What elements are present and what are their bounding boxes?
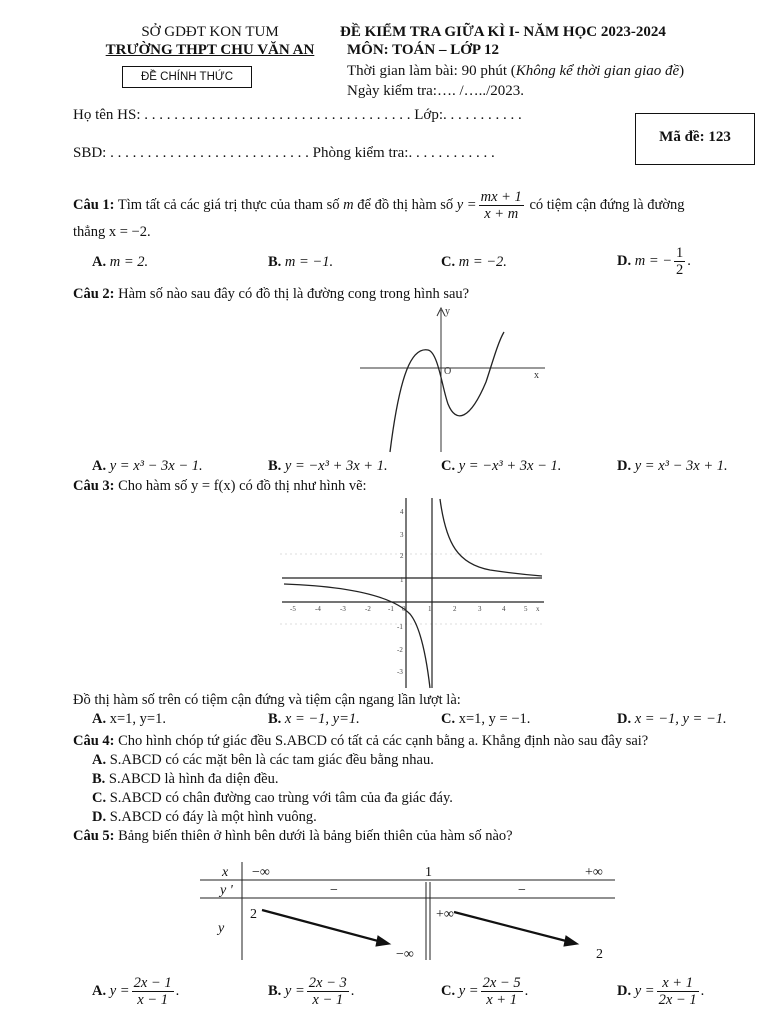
q1-option-c: C. m = −2. (441, 254, 507, 270)
q4-option-a: A. S.ABCD có các mặt bên là các tam giác đều bằng nhau. (92, 752, 434, 768)
q5-text: Câu 5: Bảng biến thiên ở hình bên dưới là bảng biến thiên của hàm số nào? (73, 828, 513, 844)
q2-option-d: D. y = x³ − 3x + 1. (617, 458, 728, 474)
q3-xtick-m3: -3 (340, 605, 346, 613)
q3-xtick-5: 5 (524, 605, 528, 613)
q3-ytick-4: 4 (400, 508, 404, 516)
q3-xtick-0: 0 (402, 605, 406, 613)
q3-xtick-m1: -1 (388, 605, 394, 613)
q4-option-d: D. S.ABCD có đáy là một hình vuông. (92, 809, 317, 825)
q5-arrow-left (262, 910, 382, 942)
q5-option-c: C. y = $\frac{2x - 5}{x + 1}$ . (441, 975, 529, 1008)
q2-option-a: A. y = x³ − 3x − 1. (92, 458, 203, 474)
q3-xtick-2: 2 (453, 605, 457, 613)
time-line: Thời gian làm bài: 90 phút (Không kể thời gian giao đề) (347, 63, 685, 79)
q5-x-mid: 1 (425, 865, 432, 880)
q3-xtick-m5: -5 (290, 605, 296, 613)
q5-y-mid-top: +∞ (436, 907, 454, 922)
q3-ytick-m1: -1 (397, 623, 403, 631)
q2-option-c: C. y = −x³ + 3x − 1. (441, 458, 562, 474)
q1-option-d: D. m = − $\frac{1}{2}$ . (617, 245, 691, 278)
school-name: TRƯỜNG THPT CHU VĂN AN (105, 42, 315, 58)
q5-y-right-bottom: 2 (596, 947, 603, 962)
sbd-line: SBD: . . . . . . . . . . . . . . . . . . . . . . . . . . . Phòng kiểm tra:. . . . . . . . . . . . (73, 145, 495, 161)
q4-text: Câu 4: Cho hình chóp tứ giác đều S.ABCD có tất cả các cạnh bằng a. Khẳng định nào sau đây sai? (73, 733, 649, 749)
exam-code-box: Mã đề: 123 (635, 113, 755, 165)
q1-option-a: A. m = 2. (92, 254, 149, 270)
q3-option-a: A. x=1, y=1. (92, 711, 166, 727)
official-exam-box: ĐỀ CHÍNH THỨC (122, 66, 252, 88)
q1-function-fraction: $\frac{mx + 1}{x + m}$ (480, 189, 522, 222)
q3-text: Câu 3: Cho hàm số y = f(x) có đồ thị như hình vẽ: (73, 478, 367, 494)
q3-option-d: D. x = −1, y = −1. (617, 711, 727, 727)
q1-text-line2: thẳng x = −2. (73, 224, 151, 240)
q4-option-c: C. S.ABCD có chân đường cao trùng với tâm của đa giác đáy. (92, 790, 453, 806)
q3-hyperbola-graph (280, 494, 546, 690)
q3-ytick-m2: -2 (397, 646, 403, 654)
q1-text: Câu 1: Tìm tất cả các giá trị thực của tham số m để đồ thị hàm số y = $\frac{mx + 1}{x + m}$ có tiệm cận đứng là đường (73, 189, 685, 222)
q3-curve-right (440, 499, 542, 576)
q3-xtick-m2: -2 (365, 605, 371, 613)
q5-x-label: x (222, 865, 229, 880)
q5-y-mid-bottom: −∞ (396, 947, 414, 962)
q4-option-b: B. S.ABCD là hình đa diện đều. (92, 771, 279, 787)
q3-xtick-1: 1 (428, 605, 432, 613)
q3-ytick-1: 1 (400, 576, 404, 584)
q2-origin-label: O (444, 366, 452, 377)
q5-x-pos-inf: +∞ (585, 865, 603, 880)
q2-axes (360, 308, 545, 452)
q2-curve (390, 332, 504, 452)
q3-grid (280, 554, 544, 624)
q5-option-d: D. y = $\frac{x + 1}{2x - 1}$ . (617, 975, 705, 1008)
q5-x-neg-inf: −∞ (252, 865, 270, 880)
q5-arrowhead-left (376, 936, 390, 946)
q3-ytick-3: 3 (400, 531, 404, 539)
q5-yprime-left: − (330, 883, 338, 898)
q5-option-a: A. y = $\frac{2x - 1}{x - 1}$ . (92, 975, 180, 1008)
exam-title: ĐỀ KIỂM TRA GIỮA KÌ I- NĂM HỌC 2023-2024 (340, 24, 666, 40)
q5-arrowhead-right (564, 936, 578, 946)
q3-xtick-3: 3 (478, 605, 482, 613)
department-name: SỞ GDĐT KON TUM (141, 24, 279, 40)
q3-option-c: C. x=1, y = −1. (441, 711, 531, 727)
q5-variation-table (200, 860, 620, 970)
q5-y-label: y (218, 921, 225, 936)
q5-arrow-right (454, 912, 570, 942)
q5-yprime-label: y ' (220, 883, 233, 898)
q2-x-label: x (534, 370, 539, 381)
q5-option-b: B. y = $\frac{2x - 3}{x - 1}$ . (268, 975, 355, 1008)
q2-y-label: y (445, 306, 450, 317)
q5-y-left-top: 2 (250, 907, 257, 922)
q3-ytick-m3: -3 (397, 668, 403, 676)
subject-line: MÔN: TOÁN – LỚP 12 (347, 42, 499, 58)
q1-option-b: B. m = −1. (268, 254, 334, 270)
q5-yprime-right: − (518, 883, 526, 898)
q3-option-b: B. x = −1, y=1. (268, 711, 360, 727)
student-name-line: Họ tên HS: . . . . . . . . . . . . . . . . . . . . . . . . . . . . . . . . . . . . Lớp:. . . . . . . . . . . (73, 107, 522, 123)
q1-option-d-fraction: $\frac{1}{2}$ (676, 245, 684, 278)
date-line: Ngày kiểm tra:…. /…../2023. (347, 83, 525, 99)
q3-tick-labels (290, 508, 540, 676)
q3-xtick-m4: -4 (315, 605, 321, 613)
q2-option-b: B. y = −x³ + 3x + 1. (268, 458, 388, 474)
q3-xtick-4: 4 (502, 605, 506, 613)
q2-text: Câu 2: Hàm số nào sau đây có đồ thị là đường cong trong hình sau? (73, 286, 470, 302)
q3-question: Đồ thị hàm số trên có tiệm cận đứng và tiệm cận ngang lần lượt là: (73, 692, 461, 708)
q3-x-label: x (536, 605, 540, 613)
q2-cubic-graph (360, 302, 560, 454)
q3-ytick-2: 2 (400, 552, 404, 560)
q3-curve-left (284, 584, 430, 688)
